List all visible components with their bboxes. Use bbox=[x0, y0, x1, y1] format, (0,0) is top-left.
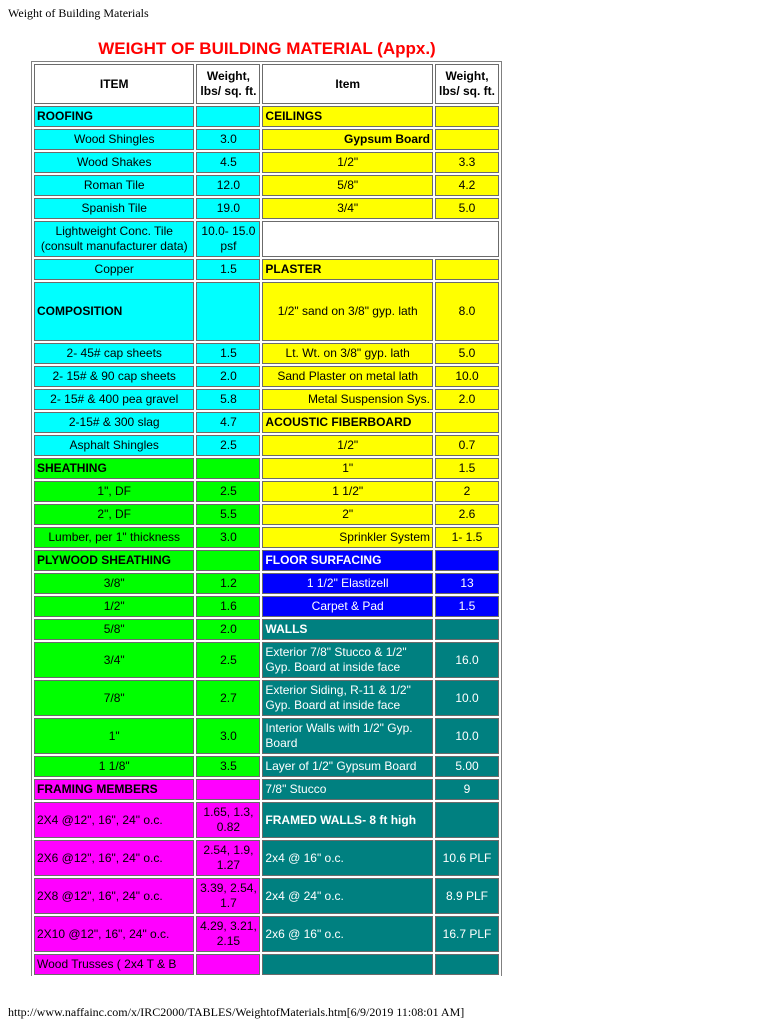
item-cell: 1" bbox=[262, 458, 433, 479]
item-cell: 2X6 @12", 16", 24" o.c. bbox=[34, 840, 194, 876]
table-row bbox=[34, 642, 499, 678]
table-row bbox=[34, 680, 499, 716]
table-row bbox=[34, 573, 499, 594]
item-cell: 1 1/2" bbox=[262, 481, 433, 502]
page-header: Weight of Building Materials bbox=[8, 6, 149, 20]
item-cell: Exterior Siding, R-11 & 1/2" Gyp. Board at inside face bbox=[262, 680, 433, 716]
header-item-right: Item bbox=[262, 64, 433, 104]
weight-cell: 5.00 bbox=[435, 756, 499, 777]
section-heading: ACOUSTIC FIBERBOARD bbox=[262, 412, 433, 433]
weight-cell bbox=[196, 954, 260, 975]
item-cell: 3/8" bbox=[34, 573, 194, 594]
item-cell: 2-15# & 300 slag bbox=[34, 412, 194, 433]
weight-cell bbox=[435, 954, 499, 975]
empty-cell bbox=[262, 221, 499, 257]
section-heading: FRAMING MEMBERS bbox=[34, 779, 194, 800]
weight-cell: 2.5 bbox=[196, 481, 260, 502]
weight-cell: 2.54, 1.9, 1.27 bbox=[196, 840, 260, 876]
table-row bbox=[34, 840, 499, 876]
weight-cell: 2.7 bbox=[196, 680, 260, 716]
weight-cell: 5.5 bbox=[196, 504, 260, 525]
table-row bbox=[34, 152, 499, 173]
table-row bbox=[34, 175, 499, 196]
item-cell: Lumber, per 1" thickness bbox=[34, 527, 194, 548]
weight-cell: 1.6 bbox=[196, 596, 260, 617]
table-row bbox=[34, 779, 499, 800]
weight-cell: 19.0 bbox=[196, 198, 260, 219]
weight-cell: 3.39, 2.54, 1.7 bbox=[196, 878, 260, 914]
item-cell: Exterior 7/8" Stucco & 1/2" Gyp. Board at inside face bbox=[262, 642, 433, 678]
table-row bbox=[34, 802, 499, 838]
weight-cell: 10.0 bbox=[435, 718, 499, 754]
weight-cell: 2.0 bbox=[196, 366, 260, 387]
table-row bbox=[34, 389, 499, 410]
table-body bbox=[34, 106, 499, 975]
table-row bbox=[34, 198, 499, 219]
weight-cell: 3.5 bbox=[196, 756, 260, 777]
weight-cell: 1.2 bbox=[196, 573, 260, 594]
weight-cell: 10.0- 15.0 psf bbox=[196, 221, 260, 257]
item-cell: Wood Shingles bbox=[34, 129, 194, 150]
item-cell: Spanish Tile bbox=[34, 198, 194, 219]
item-cell: 1 1/2" Elastizell bbox=[262, 573, 433, 594]
item-cell: 1", DF bbox=[34, 481, 194, 502]
weight-cell bbox=[435, 619, 499, 640]
weight-cell: 10.0 bbox=[435, 680, 499, 716]
table-row bbox=[34, 412, 499, 433]
item-cell: 1/2" bbox=[34, 596, 194, 617]
item-cell: 2x6 @ 16" o.c. bbox=[262, 916, 433, 952]
weight-cell: 4.5 bbox=[196, 152, 260, 173]
item-cell: Layer of 1/2" Gypsum Board bbox=[262, 756, 433, 777]
item-cell: 7/8" bbox=[34, 680, 194, 716]
table-row bbox=[34, 619, 499, 640]
item-cell: 2" bbox=[262, 504, 433, 525]
section-heading: FRAMED WALLS- 8 ft high bbox=[262, 802, 433, 838]
weight-cell: 5.0 bbox=[435, 198, 499, 219]
item-cell: Sand Plaster on metal lath bbox=[262, 366, 433, 387]
table-row bbox=[34, 527, 499, 548]
page-title: WEIGHT OF BUILDING MATERIAL (Appx.) bbox=[98, 39, 436, 58]
item-cell bbox=[262, 954, 433, 975]
weight-cell: 1.65, 1.3, 0.82 bbox=[196, 802, 260, 838]
section-heading: CEILINGS bbox=[262, 106, 433, 127]
item-cell: Sprinkler System bbox=[262, 527, 433, 548]
weight-cell: 5.8 bbox=[196, 389, 260, 410]
weight-cell: 10.6 PLF bbox=[435, 840, 499, 876]
weight-cell: 1.5 bbox=[196, 343, 260, 364]
table-row bbox=[34, 343, 499, 364]
item-cell: 5/8" bbox=[262, 175, 433, 196]
item-cell: Wood Shakes bbox=[34, 152, 194, 173]
table-row bbox=[34, 481, 499, 502]
table-row bbox=[34, 550, 499, 571]
table-row bbox=[34, 596, 499, 617]
weight-cell: 12.0 bbox=[196, 175, 260, 196]
item-cell: Lightweight Conc. Tile (consult manufacturer data) bbox=[34, 221, 194, 257]
weight-cell bbox=[435, 550, 499, 571]
item-cell: 3/4" bbox=[34, 642, 194, 678]
item-cell: 1/2" bbox=[262, 435, 433, 456]
table-row bbox=[34, 259, 499, 280]
item-cell: 2X4 @12", 16", 24" o.c. bbox=[34, 802, 194, 838]
item-cell: Gypsum Board bbox=[262, 129, 433, 150]
header-weight-left: Weight, lbs/ sq. ft. bbox=[196, 64, 260, 104]
table-row bbox=[34, 504, 499, 525]
weight-cell: 3.0 bbox=[196, 527, 260, 548]
table-header-row bbox=[34, 64, 499, 104]
table-row bbox=[34, 878, 499, 914]
weight-cell bbox=[435, 259, 499, 280]
section-heading: SHEATHING bbox=[34, 458, 194, 479]
weight-cell: 4.29, 3.21, 2.15 bbox=[196, 916, 260, 952]
item-cell: 1" bbox=[34, 718, 194, 754]
table-container bbox=[31, 61, 502, 976]
item-cell: Lt. Wt. on 3/8" gyp. lath bbox=[262, 343, 433, 364]
weight-cell: 2.5 bbox=[196, 435, 260, 456]
table-row bbox=[34, 435, 499, 456]
weight-cell bbox=[435, 129, 499, 150]
weight-cell: 3.0 bbox=[196, 129, 260, 150]
item-cell: Interior Walls with 1/2" Gyp. Board bbox=[262, 718, 433, 754]
table-row bbox=[34, 282, 499, 341]
item-cell: Copper bbox=[34, 259, 194, 280]
header-item-left: ITEM bbox=[34, 64, 194, 104]
section-heading: ROOFING bbox=[34, 106, 194, 127]
item-cell: 3/4" bbox=[262, 198, 433, 219]
weight-cell bbox=[435, 106, 499, 127]
item-cell: 2x4 @ 24" o.c. bbox=[262, 878, 433, 914]
weight-cell: 16.0 bbox=[435, 642, 499, 678]
weight-cell: 2.0 bbox=[435, 389, 499, 410]
weight-cell bbox=[196, 106, 260, 127]
section-heading: COMPOSITION bbox=[34, 282, 194, 341]
section-heading: FLOOR SURFACING bbox=[262, 550, 433, 571]
weight-cell: 9 bbox=[435, 779, 499, 800]
table-row bbox=[34, 458, 499, 479]
weight-cell: 1.5 bbox=[435, 596, 499, 617]
weight-cell: 0.7 bbox=[435, 435, 499, 456]
item-cell: 1/2" sand on 3/8" gyp. lath bbox=[262, 282, 433, 341]
weight-cell: 16.7 PLF bbox=[435, 916, 499, 952]
weight-cell: 1.5 bbox=[196, 259, 260, 280]
weight-cell: 2.6 bbox=[435, 504, 499, 525]
weight-cell: 3.0 bbox=[196, 718, 260, 754]
item-cell: 1 1/8" bbox=[34, 756, 194, 777]
table-row bbox=[34, 106, 499, 127]
table-row bbox=[34, 756, 499, 777]
item-cell: Metal Suspension Sys. bbox=[262, 389, 433, 410]
item-cell: 2", DF bbox=[34, 504, 194, 525]
weight-cell: 13 bbox=[435, 573, 499, 594]
table-row bbox=[34, 916, 499, 952]
item-cell: Carpet & Pad bbox=[262, 596, 433, 617]
table-row bbox=[34, 954, 499, 975]
weight-cell bbox=[196, 282, 260, 341]
weight-cell: 2 bbox=[435, 481, 499, 502]
weight-cell: 1.5 bbox=[435, 458, 499, 479]
item-cell: 1/2" bbox=[262, 152, 433, 173]
weight-cell: 8.0 bbox=[435, 282, 499, 341]
header-weight-right: Weight, lbs/ sq. ft. bbox=[435, 64, 499, 104]
item-cell: 7/8" Stucco bbox=[262, 779, 433, 800]
weight-cell: 4.2 bbox=[435, 175, 499, 196]
weight-cell bbox=[196, 458, 260, 479]
weight-cell: 8.9 PLF bbox=[435, 878, 499, 914]
section-heading: PLASTER bbox=[262, 259, 433, 280]
section-heading: WALLS bbox=[262, 619, 433, 640]
item-cell: Roman Tile bbox=[34, 175, 194, 196]
weight-cell bbox=[196, 550, 260, 571]
page-footer-url: http://www.naffainc.com/x/IRC2000/TABLES/WeightofMaterials.htm[6/9/2019 11:08:01 AM] bbox=[8, 1005, 465, 1019]
weight-cell: 5.0 bbox=[435, 343, 499, 364]
item-cell: 2- 45# cap sheets bbox=[34, 343, 194, 364]
weight-cell: 2.5 bbox=[196, 642, 260, 678]
weight-cell: 2.0 bbox=[196, 619, 260, 640]
weight-cell bbox=[196, 779, 260, 800]
item-cell: 2- 15# & 400 pea gravel bbox=[34, 389, 194, 410]
table-row bbox=[34, 718, 499, 754]
item-cell: Asphalt Shingles bbox=[34, 435, 194, 456]
item-cell: 5/8" bbox=[34, 619, 194, 640]
table-row bbox=[34, 221, 499, 257]
weight-cell: 1- 1.5 bbox=[435, 527, 499, 548]
table-row bbox=[34, 129, 499, 150]
weight-cell: 10.0 bbox=[435, 366, 499, 387]
weight-cell bbox=[435, 802, 499, 838]
weight-cell bbox=[435, 412, 499, 433]
item-cell: 2- 15# & 90 cap sheets bbox=[34, 366, 194, 387]
item-cell: 2X10 @12", 16", 24" o.c. bbox=[34, 916, 194, 952]
table-row bbox=[34, 366, 499, 387]
weight-cell: 4.7 bbox=[196, 412, 260, 433]
section-heading: PLYWOOD SHEATHING bbox=[34, 550, 194, 571]
item-cell: 2X8 @12", 16", 24" o.c. bbox=[34, 878, 194, 914]
weight-cell: 3.3 bbox=[435, 152, 499, 173]
item-cell: 2x4 @ 16" o.c. bbox=[262, 840, 433, 876]
item-cell: Wood Trusses ( 2x4 T & B bbox=[34, 954, 194, 975]
materials-table bbox=[31, 61, 502, 976]
